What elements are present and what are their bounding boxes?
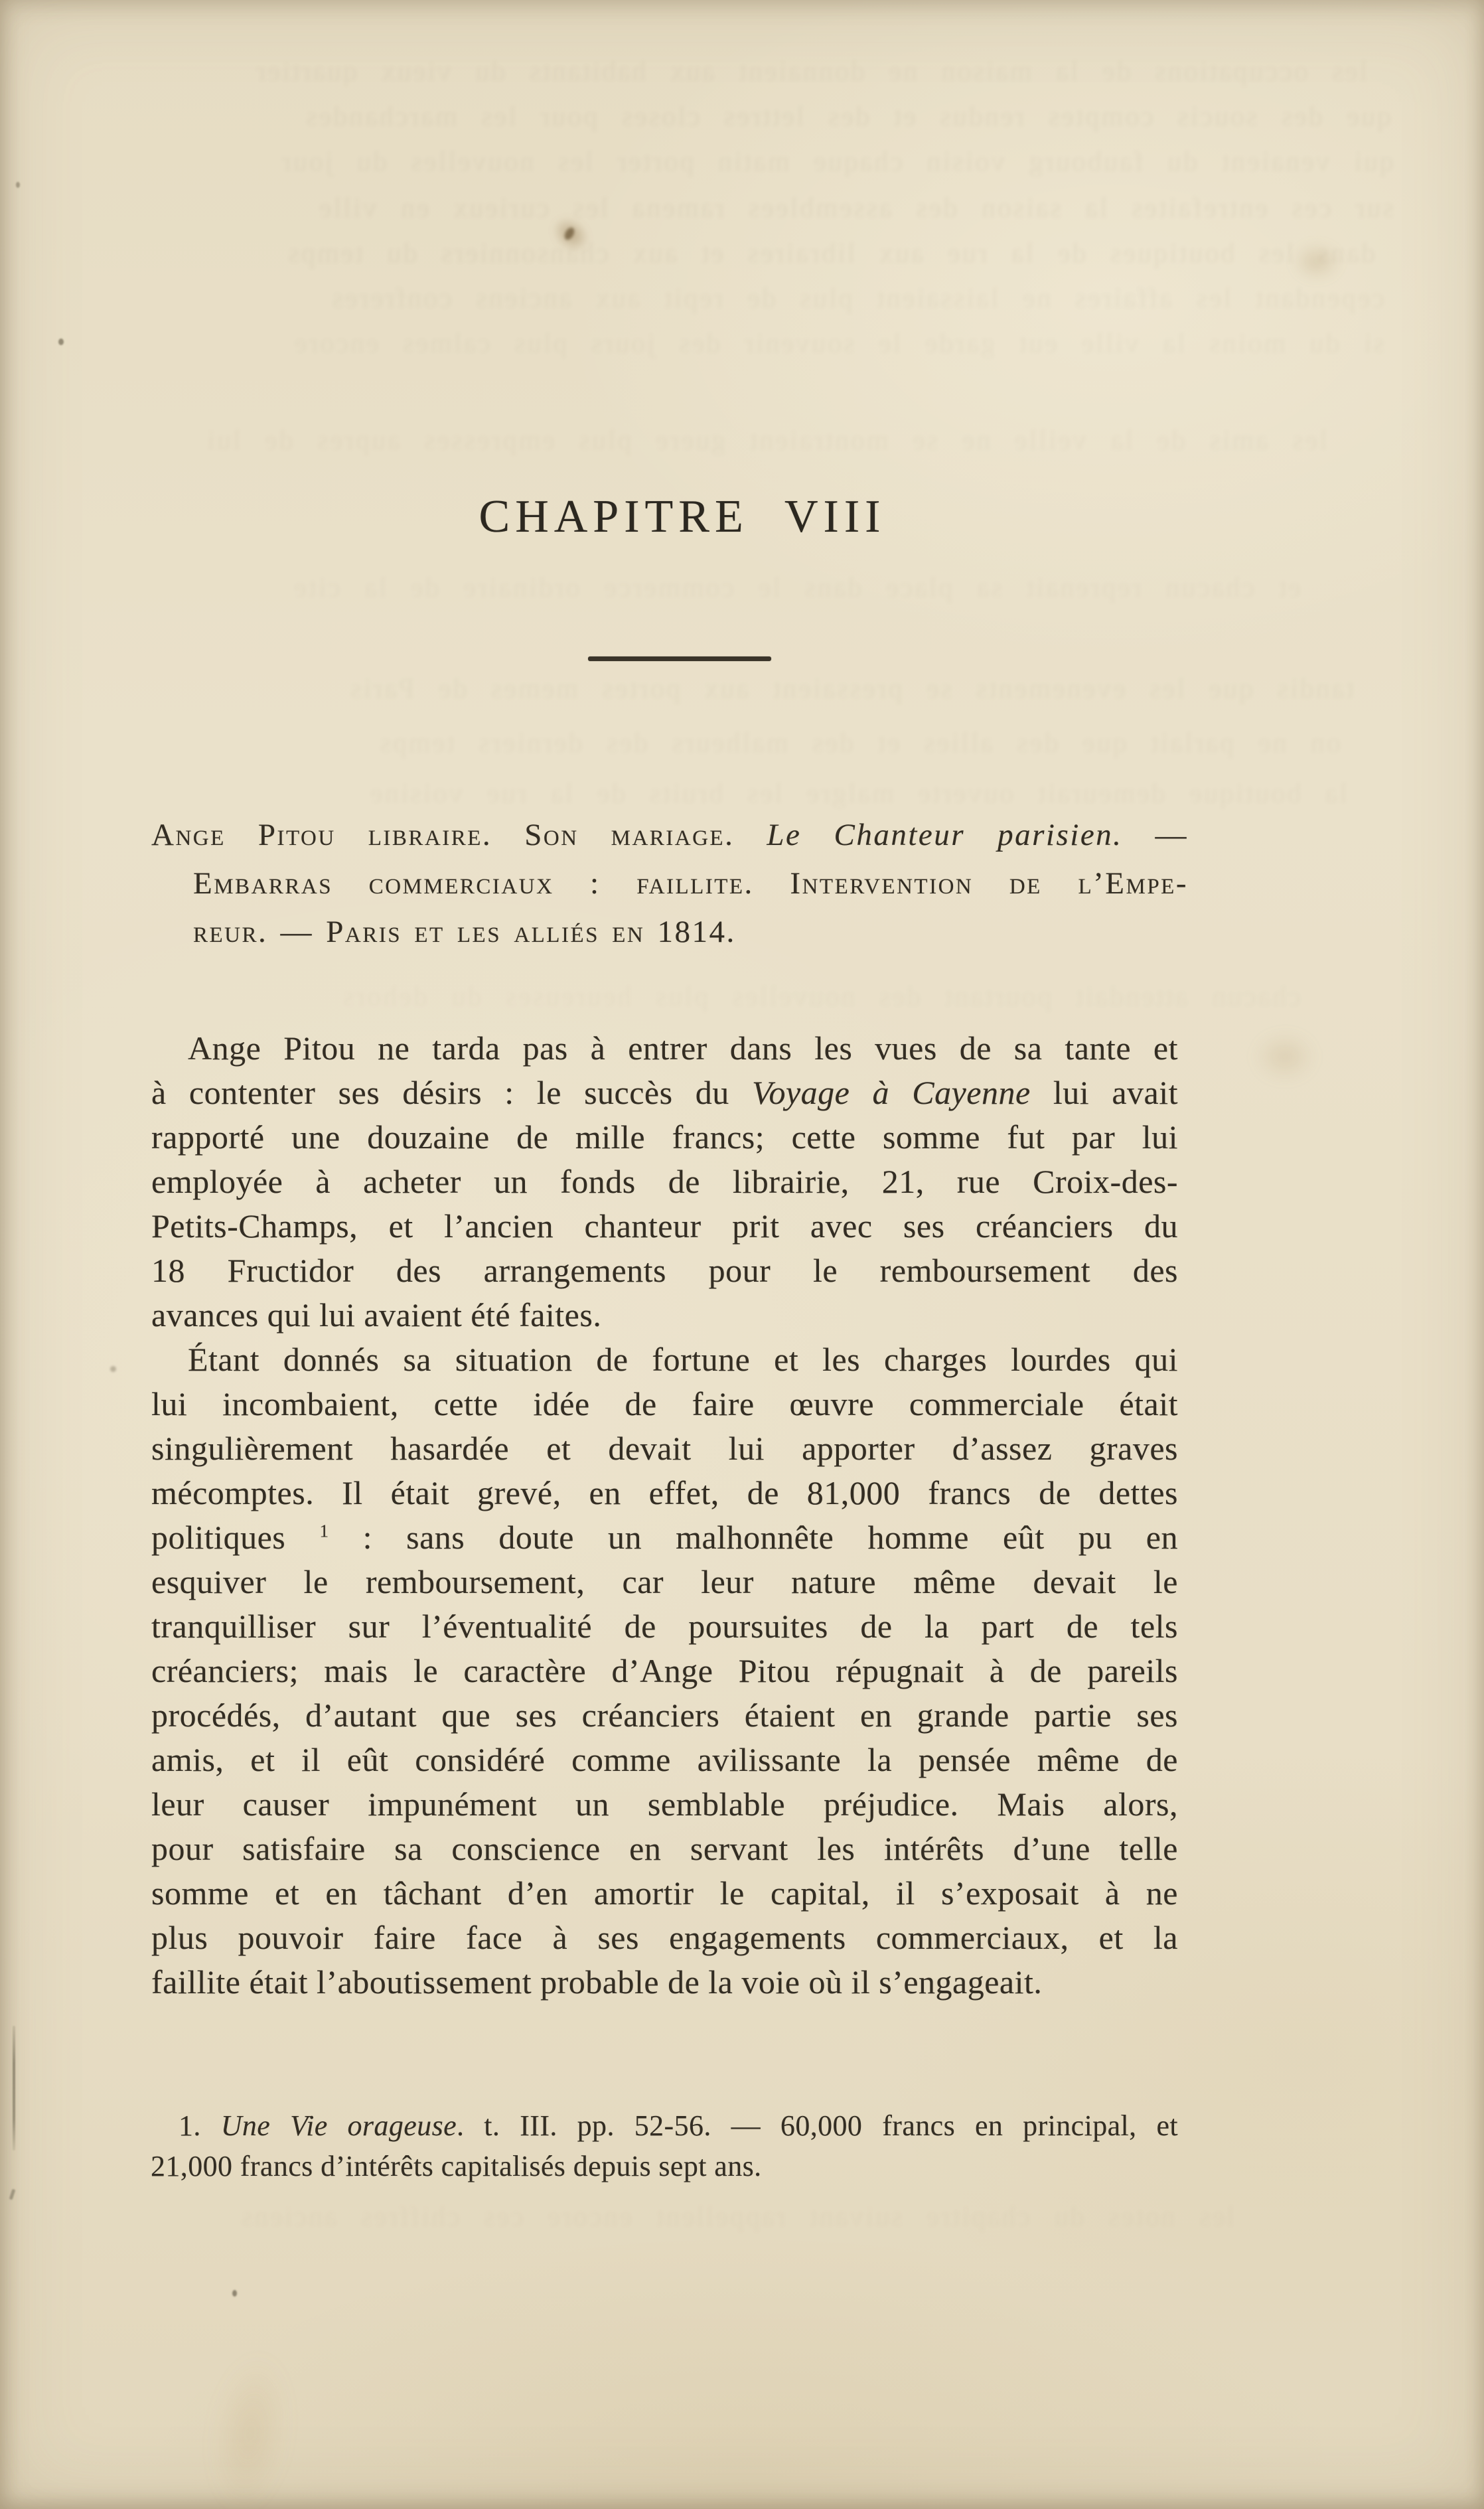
text-line bbox=[151, 860, 1188, 908]
text-line bbox=[151, 1560, 1178, 1604]
text-line bbox=[151, 1827, 1178, 1871]
ghost-text: on ne parlait que des allies et des malheurs des derniers temps bbox=[378, 728, 1341, 759]
speck bbox=[110, 1366, 116, 1372]
text-segment: Petits-Champs, et l’ancien chanteur prit avec ses créanciers du bbox=[151, 1207, 1178, 1245]
text-segment: 1. bbox=[179, 2109, 221, 2142]
text-segment: reur. — Paris et les alliés en 1814. bbox=[193, 915, 736, 949]
text-line bbox=[151, 1071, 1178, 1115]
ghost-text: cependant les affaires ne laissaient plus de repit aux anciens confreres bbox=[330, 283, 1384, 314]
text-segment: Le Chanteur parisien. bbox=[767, 818, 1123, 852]
text-segment: plus pouvoir faire face à ses engagements commerciaux, et la bbox=[151, 1919, 1178, 1956]
ghost-text: les amis de la veille ne se montraient guere plus empresses aupres de lui bbox=[205, 425, 1327, 456]
text-line bbox=[151, 908, 1188, 956]
stain bbox=[563, 226, 576, 241]
text-line bbox=[151, 811, 1188, 860]
paragraph bbox=[151, 1337, 1178, 2005]
text-segment: lui incombaient, cette idée de faire œuvre commerciale était bbox=[151, 1385, 1178, 1422]
text-segment: rapporté une douzaine de mille francs; cette somme fut par lui bbox=[151, 1118, 1178, 1156]
text-line bbox=[151, 1960, 1178, 2005]
text-segment: à contenter ses désirs : le succès du bbox=[151, 1074, 752, 1111]
ghost-text bbox=[212, 981, 1301, 1013]
speck bbox=[58, 339, 64, 345]
text-segment: . t. III. pp. 52-56. — 60,000 francs en principal, et bbox=[457, 2109, 1179, 2142]
text-segment: Étant donnés sa situation de fortune et les charges lourdes qui bbox=[188, 1341, 1178, 1378]
text-segment: procédés, d’autant que ses créanciers étaient en grande partie ses bbox=[151, 1697, 1178, 1734]
text-line bbox=[151, 1426, 1178, 1471]
text-segment: Ange Pitou libraire. Son mariage. bbox=[151, 818, 767, 852]
text-line bbox=[151, 1471, 1178, 1515]
ghost-text: la boutique demeurait ouverte malgre les bruits de la rue voisine bbox=[368, 779, 1347, 809]
text-segment: Embarras commerciaux : faillite. Intervention de l’Empe- bbox=[193, 866, 1188, 901]
text-line bbox=[151, 1115, 1178, 1160]
stain bbox=[1293, 243, 1341, 280]
text-line bbox=[151, 1382, 1178, 1426]
text-line bbox=[151, 1026, 1178, 1071]
footnote-reference: 1 bbox=[319, 1520, 329, 1541]
text-segment: employée à acheter un fonds de librairie, 21, rue Croix-des- bbox=[151, 1163, 1178, 1200]
text-segment: Voyage à Cayenne bbox=[751, 1074, 1031, 1111]
speck bbox=[16, 182, 20, 188]
speck bbox=[232, 2290, 237, 2297]
text-line bbox=[151, 2105, 1178, 2146]
text-line bbox=[151, 1249, 1178, 1293]
stain bbox=[546, 210, 596, 258]
ghost-text bbox=[239, 2201, 1234, 2233]
text-segment: — bbox=[1122, 818, 1189, 852]
text-segment: 18 Fructidor des arrangements pour le remboursement des bbox=[151, 1252, 1178, 1289]
text-line bbox=[151, 1204, 1178, 1249]
ghost-text: sur ces entrefaites la saison des assemblees ramena les curieux en ville bbox=[317, 193, 1394, 224]
text-line bbox=[151, 1293, 1178, 1337]
text-segment: leur causer impunément un semblable préjudice. Mais alors, bbox=[151, 1786, 1178, 1823]
text-segment: singulièrement hasardée et devait lui apporter d’assez graves bbox=[151, 1430, 1178, 1467]
text-segment: faillite était l’aboutissement probable de la voie où il s’engageait. bbox=[151, 1963, 1043, 2001]
text-line bbox=[151, 2146, 1178, 2186]
text-segment: politiques bbox=[151, 1519, 320, 1556]
text-segment: pour satisfaire sa conscience en servant les intérêts d’une telle bbox=[151, 1830, 1178, 1867]
text-segment: avances qui lui avaient été faites. bbox=[151, 1296, 602, 1333]
pencil-mark bbox=[9, 2189, 16, 2200]
ghost-text: dans les boutiques de la rue aux libraires et aux chansonniers du temps bbox=[286, 238, 1375, 269]
ghost-text: les occupations de la maison ne donnaient aux habitants du vieux quartier bbox=[254, 56, 1367, 87]
stain bbox=[203, 2350, 297, 2509]
text-segment: tranquilliser sur l’éventualité de poursuites de la part de tels bbox=[151, 1608, 1178, 1645]
text-segment: somme et en tâchant d’en amortir le capital, il s’exposait à ne bbox=[151, 1874, 1178, 1912]
text-segment: créanciers; mais le caractère d’Ange Pitou répugnait à de pareils bbox=[151, 1652, 1178, 1689]
text-line bbox=[151, 1782, 1178, 1827]
heading-rule bbox=[588, 656, 771, 661]
body-text bbox=[151, 1026, 1178, 2005]
text-segment: Ange Pitou ne tarda pas à entrer dans les vues de sa tante et bbox=[188, 1029, 1178, 1067]
text-line bbox=[151, 1738, 1178, 1782]
text-segment: mécomptes. Il était grevé, en effet, de 81,000 francs de dettes bbox=[151, 1474, 1178, 1511]
ghost-text: tandis que les evenements se pressaient aux portes memes de Paris bbox=[348, 674, 1354, 704]
ghost-text: qui venaient du faubourg voisin chaque matin porter les nouvelles du jour bbox=[279, 147, 1394, 177]
footnote bbox=[151, 2105, 1178, 2186]
text-line bbox=[151, 1515, 1178, 1560]
text-line bbox=[151, 1160, 1178, 1204]
text-line bbox=[151, 1693, 1178, 1738]
stain bbox=[1254, 1033, 1315, 1081]
text-line bbox=[151, 1871, 1178, 1916]
ghost-text: et chacun reprenait sa place dans le commerce ordinaire de la cite bbox=[292, 573, 1301, 603]
text-line bbox=[151, 1649, 1178, 1693]
ghost-text: si du moins la ville eut garde le souvenir des jours plus calmes encore bbox=[292, 329, 1384, 359]
chapter-summary bbox=[151, 811, 1188, 956]
text-line bbox=[151, 1604, 1178, 1649]
chapter-heading: CHAPITRE VIII bbox=[479, 491, 886, 542]
text-segment: amis, et il eût considéré comme avilissante la pensée même de bbox=[151, 1741, 1178, 1778]
text-line bbox=[151, 1916, 1178, 1960]
ghost-text: que des soucis comptes rendus et des lettres closes pour les marchandes bbox=[304, 102, 1391, 132]
text-line bbox=[151, 1337, 1178, 1382]
text-segment: 21,000 francs d’intérêts capitalisés depuis sept ans. bbox=[151, 2150, 762, 2182]
pencil-mark bbox=[13, 2026, 15, 2151]
text-segment: : sans doute un malhonnête homme eût pu en bbox=[329, 1519, 1178, 1556]
paragraph bbox=[151, 1026, 1178, 1337]
text-segment: esquiver le remboursement, car leur nature même devait le bbox=[151, 1563, 1178, 1600]
text-segment: lui avait bbox=[1030, 1074, 1179, 1111]
text-segment: Une Vie orageuse bbox=[220, 2109, 457, 2142]
